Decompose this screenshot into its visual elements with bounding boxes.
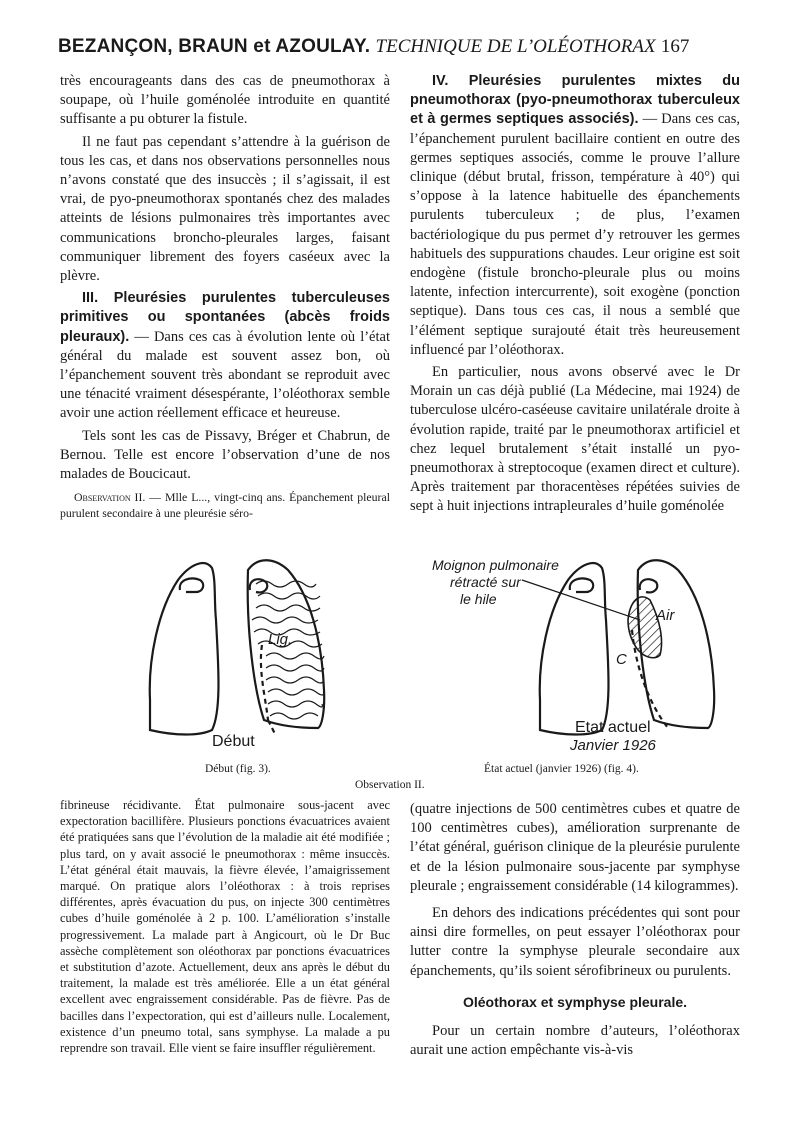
right-figure-title: Etat actuel bbox=[575, 719, 651, 736]
running-header bbox=[58, 36, 748, 58]
annotation-line3: le hile bbox=[460, 591, 497, 607]
observation-text: — Mlle L..., vingt-cinq ans. Épanchement pleural purulent secondaire à une pleurésie séro- bbox=[60, 490, 390, 520]
paragraph: Tels sont les cas de Pissavy, Bréger et Chabrun, de Bernou. Telle est encore l’observation d’une de nos malades de Boucicaut. bbox=[60, 427, 390, 483]
observation-continuation bbox=[60, 797, 390, 1056]
annotation-line1: Moignon pulmonaire bbox=[432, 557, 559, 573]
liquid-label: Lig. bbox=[268, 631, 293, 648]
left-caption: Début (fig. 3). bbox=[205, 763, 271, 775]
figure-caption: Observation II. bbox=[355, 779, 425, 791]
paragraph: très encourageants dans des cas de pneumothorax à soupape, où l’huile goménolée introduite en quantité suffisante a pu obturer la fistule. bbox=[60, 73, 390, 128]
section-heading-symphyse: Oléothorax et symphyse pleurale. bbox=[462, 993, 688, 1010]
paragraph: Pour un certain nombre d’auteurs, l’oléothorax aurait une action empêchante vis-à-vis bbox=[410, 1023, 740, 1059]
section-body: — Dans ces cas à évolution lente où l’état général du malade est souvent assez bon, où l’épanchement souvent très abondant se reproduit avec une ténacité vraiment désespérante, l’oléothorax semble avoir une action réellement efficace et heureuse. bbox=[60, 328, 390, 422]
observation-start bbox=[60, 490, 390, 521]
header-title: TECHNIQUE DE L’OLÉOTHORAX bbox=[375, 36, 656, 57]
section-iv bbox=[410, 72, 740, 360]
left-fluid-waves bbox=[252, 581, 324, 719]
right-thorax-outline bbox=[540, 560, 714, 734]
section-body: — Dans ces cas, l’épanchement purulent bacillaire contient en outre des germes septiques associés, comme le prouve l’allure clinique (début brutal, frisson, température à 40°) qui s’oppose à la latence habituelle des épanchements purulents tuberculeux ; de plus, l’examen bactériologique du pus permet d’y retrouver les germes habituels des suppurations chaudes. Leur origine est soit endogène (fistule broncho-pleurale plus ou moins latente, infection intercurrente), soit exogène (ponction septique). Dans tous ces cas, il nous a semblé que l’élément septique surajouté était très heureusement influencé par l’oléothorax. bbox=[410, 111, 740, 358]
section-heading: III. Pleurésies purulentes tuberculeuses primitives ou spontanées (abcès froids pleuraux). bbox=[60, 290, 390, 345]
paragraph: En particulier, nous avons observé avec le Dr Morain un cas déjà publié (La Médecine, mai 1924) de tuberculose ulcéro-caséeuse cavitaire unilatérale droite à évolution rapide, traité par le pneumothorax artificiel et chez lequel brutalement s’était installé un pyo-pneumothorax à streptocoque (examen direct et culture). Après traitement par thoracentèses répétées suivies de sept à huit injections intrapleurales d’huile goménolée bbox=[410, 364, 740, 515]
section-heading: IV. Pleurésies purulentes mixtes du pneumothorax (pyo-pneumothorax tuberculeux et à germes septiques associés). bbox=[410, 73, 740, 128]
paragraph: (quatre injections de 500 centimètres cubes et quatre de 100 centimètres cubes), amélioration surprenante de l’état général, guérison clinique de la pleurésie purulente et de la lésion pulmonaire sous-jacente par symphyse pleurale ; engraissement considérable (14 kilogrammes). bbox=[410, 801, 740, 894]
air-label: Air bbox=[656, 607, 675, 624]
annotation-pointer bbox=[522, 580, 640, 620]
header-authors: BEZANÇON, BRAUN et AZOULAY. bbox=[58, 36, 371, 57]
c-label: C bbox=[616, 651, 627, 668]
annotation-line2: rétracté sur bbox=[450, 574, 521, 590]
observation-body: fibrineuse récidivante. État pulmonaire sous-jacent avec expectoration bacillifère. Plusieurs ponctions évacuatrices avaient été pratiquées sans que l’évolution de la maladie ait été modifiée ; plus tard, on y avait associé le pneumothorax : même insuccès. L’état général était mauvais, la fièvre élevée, l’amaigrissement marqué. On pratique alors l’oléothorax : à trois reprises différentes, après évacuation du pus, on injecte 300 centimètres cubes d’huile goménolée à 2 p. 100. L’amélioration s’installe progressivement. La malade part à Angicourt, où le Dr Buc assèche complètement son oléothorax par ponctions évacuatrices et substitution d’azote. Actuellement, deux ans après le début du traitement, la malade est très améliorée. Elle a un état général excellent avec engraissement considérable. Pas de fièvre. Pas de bacilles dans l’expectoration, qui est d’ailleurs nulle. Localement, existence d’un pneumo total, sans symphyse. La malade a pu reprendre son travail. Elle vient se faire insuffler régulièrement. bbox=[60, 798, 390, 1056]
right-column bbox=[410, 72, 740, 520]
page-number: 167 bbox=[660, 36, 690, 57]
section-iii bbox=[60, 289, 390, 423]
left-column bbox=[60, 72, 390, 524]
observation-label: Observation II. bbox=[74, 490, 146, 505]
paragraph: Il ne faut pas cependant s’attendre à la guérison de tous les cas, et dans nos observations personnelles nous n’avons constaté que des insuccès ; il s’agissait, il est vrai, de pyo-pneumothorax spontanés chez des malades atteints de lésions pulmonaires très importantes avec communications broncho-pleurales larges, faisant communiquer librement des foyers caséeux avec la plèvre. bbox=[60, 133, 390, 285]
lung-diagrams bbox=[0, 540, 800, 800]
paragraph: En dehors des indications précédentes qui sont pour ainsi dire formelles, on peut essayer l’oléothorax pour lutter contre la symphyse pleurale secondaire aux épanchements, qu’ils soient sérofibrineux ou purulents. bbox=[410, 905, 740, 979]
right-figure-date: Janvier 1926 bbox=[570, 737, 656, 754]
left-figure-title: Début bbox=[212, 733, 255, 750]
right-caption: État actuel (janvier 1926) (fig. 4). bbox=[484, 763, 639, 775]
right-column-bottom bbox=[410, 800, 740, 1063]
left-thorax-outline bbox=[150, 560, 324, 736]
